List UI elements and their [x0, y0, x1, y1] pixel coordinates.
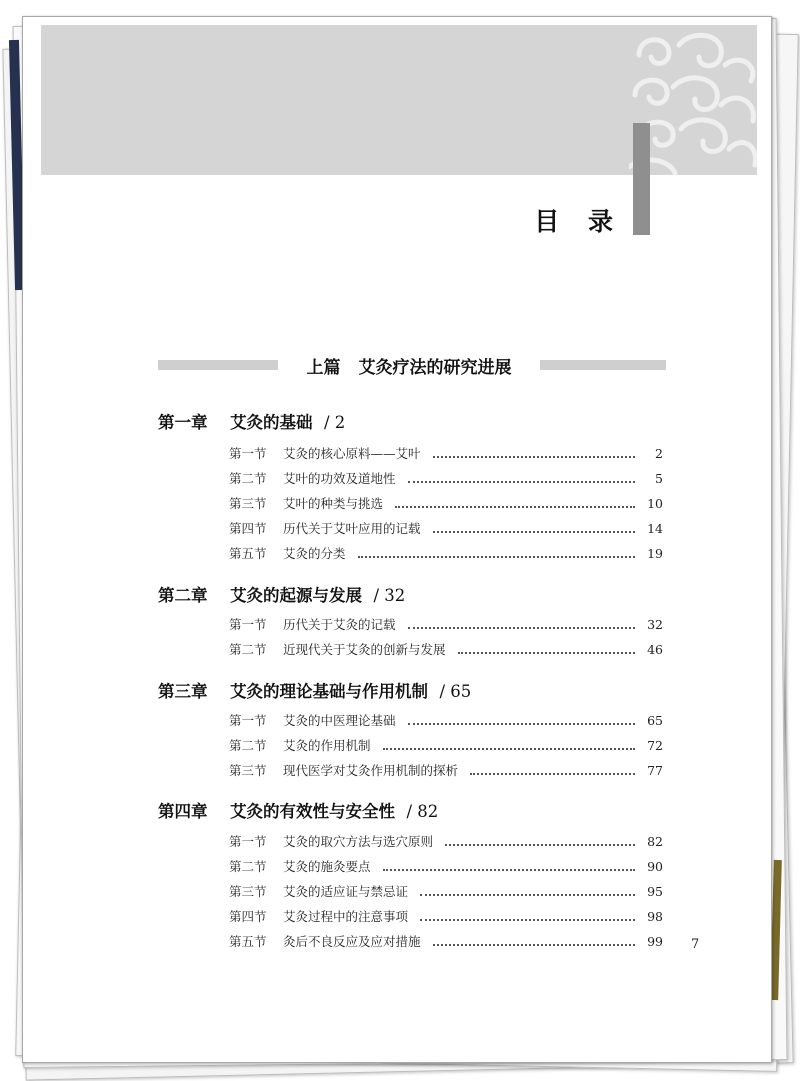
- chapter-page: / 65: [439, 682, 472, 701]
- chapter-page: / 2: [324, 413, 346, 432]
- section-entry[interactable]: [229, 761, 663, 779]
- section-number: 第二节: [229, 642, 267, 657]
- section-entry[interactable]: [229, 857, 663, 875]
- section-number: 第一节: [229, 834, 267, 849]
- chapter-page: / 82: [406, 802, 439, 821]
- section-page: 77: [647, 762, 663, 778]
- section-page: 2: [655, 445, 663, 461]
- section-page: 32: [647, 616, 663, 632]
- part-title: [278, 353, 540, 378]
- section-entry[interactable]: [229, 494, 663, 512]
- section-title: 艾灸的取穴方法与选穴原则: [283, 834, 434, 849]
- section-page: 19: [647, 545, 663, 561]
- section-entry[interactable]: [229, 882, 663, 900]
- section-page: 14: [647, 520, 663, 536]
- section-number: 第五节: [229, 546, 267, 561]
- dot-leader: [433, 455, 635, 458]
- section-title: 艾灸过程中的注意事项: [283, 909, 409, 924]
- dot-leader: [383, 868, 635, 871]
- section-number: 第一节: [229, 446, 267, 461]
- section-entry[interactable]: [229, 907, 663, 925]
- section-entry[interactable]: [229, 736, 663, 754]
- section-title: 艾灸的分类: [283, 546, 346, 561]
- chapter-page: / 32: [373, 586, 406, 605]
- section-title: 历代关于艾灸的记载: [283, 617, 396, 632]
- dot-leader: [358, 555, 635, 558]
- section-number: 第二节: [229, 738, 267, 753]
- chapter-number: 第一章: [158, 413, 208, 432]
- section-entry[interactable]: [229, 832, 663, 850]
- chapter-title: 艾灸的起源与发展: [230, 586, 362, 605]
- chapter-heading[interactable]: [158, 798, 438, 822]
- dot-leader: [408, 480, 635, 483]
- part-divider: [540, 360, 666, 370]
- section-title: 艾灸的中医理论基础: [283, 713, 396, 728]
- section-page: 5: [655, 470, 663, 486]
- chapter-title: 艾灸的理论基础与作用机制: [230, 682, 428, 701]
- section-title: 艾灸的核心原料——艾叶: [283, 446, 421, 461]
- section-entry[interactable]: [229, 544, 663, 562]
- section-entry[interactable]: [229, 932, 663, 950]
- page-number: 7: [691, 937, 700, 952]
- section-entry[interactable]: [229, 640, 663, 658]
- part-name: 艾灸疗法的研究进展: [358, 357, 512, 378]
- section-number: 第四节: [229, 521, 267, 536]
- section-page: 90: [647, 858, 663, 874]
- dot-leader: [433, 943, 635, 946]
- dot-leader: [420, 893, 635, 896]
- section-page: 46: [647, 641, 663, 657]
- dot-leader: [420, 918, 635, 921]
- section-title: 艾灸的作用机制: [283, 738, 371, 753]
- dot-leader: [458, 651, 635, 654]
- dot-leader: [383, 747, 635, 750]
- chapter-title: 艾灸的基础: [230, 413, 313, 432]
- section-title: 灸后不良反应及应对措施: [283, 934, 421, 949]
- book-page: [22, 16, 772, 1063]
- dot-leader: [470, 772, 635, 775]
- section-number: 第一节: [229, 713, 267, 728]
- chapter-number: 第二章: [158, 586, 208, 605]
- dot-leader: [433, 530, 635, 533]
- section-number: 第三节: [229, 496, 267, 511]
- title-accent-bar: [633, 123, 650, 235]
- section-title: 近现代关于艾灸的创新与发展: [283, 642, 446, 657]
- chapter-heading[interactable]: [158, 678, 471, 702]
- section-title: 艾灸的施灸要点: [283, 859, 371, 874]
- section-page: 95: [647, 883, 663, 899]
- part-label: 上篇: [306, 357, 341, 378]
- section-number: 第二节: [229, 859, 267, 874]
- section-number: 第一节: [229, 617, 267, 632]
- section-title: 艾叶的功效及道地性: [283, 471, 396, 486]
- section-number: 第五节: [229, 934, 267, 949]
- section-number: 第四节: [229, 909, 267, 924]
- dot-leader: [445, 843, 635, 846]
- part-divider: [158, 360, 278, 370]
- chapter-heading[interactable]: [158, 409, 345, 433]
- section-title: 现代医学对艾灸作用机制的探析: [283, 763, 459, 778]
- page-title: 目 录: [534, 207, 623, 236]
- part-heading: [158, 354, 666, 376]
- section-page: 72: [647, 737, 663, 753]
- chapter-heading[interactable]: [158, 582, 405, 606]
- section-title: 艾叶的种类与挑选: [283, 496, 384, 511]
- section-entry[interactable]: [229, 519, 663, 537]
- section-page: 82: [647, 833, 663, 849]
- dot-leader: [408, 722, 635, 725]
- section-page: 98: [647, 908, 663, 924]
- chapter-title: 艾灸的有效性与安全性: [230, 802, 395, 821]
- section-number: 第三节: [229, 763, 267, 778]
- section-title: 艾灸的适应证与禁忌证: [283, 884, 409, 899]
- section-number: 第三节: [229, 884, 267, 899]
- section-entry[interactable]: [229, 615, 663, 633]
- section-entry[interactable]: [229, 711, 663, 729]
- section-title: 历代关于艾叶应用的记载: [283, 521, 421, 536]
- section-page: 10: [647, 495, 663, 511]
- dot-leader: [395, 505, 635, 508]
- section-number: 第二节: [229, 471, 267, 486]
- chapter-number: 第四章: [158, 802, 208, 821]
- section-page: 65: [647, 712, 663, 728]
- chapter-number: 第三章: [158, 682, 208, 701]
- section-entry[interactable]: [229, 469, 663, 487]
- dot-leader: [408, 626, 635, 629]
- section-page: 99: [647, 933, 663, 949]
- section-entry[interactable]: [229, 444, 663, 462]
